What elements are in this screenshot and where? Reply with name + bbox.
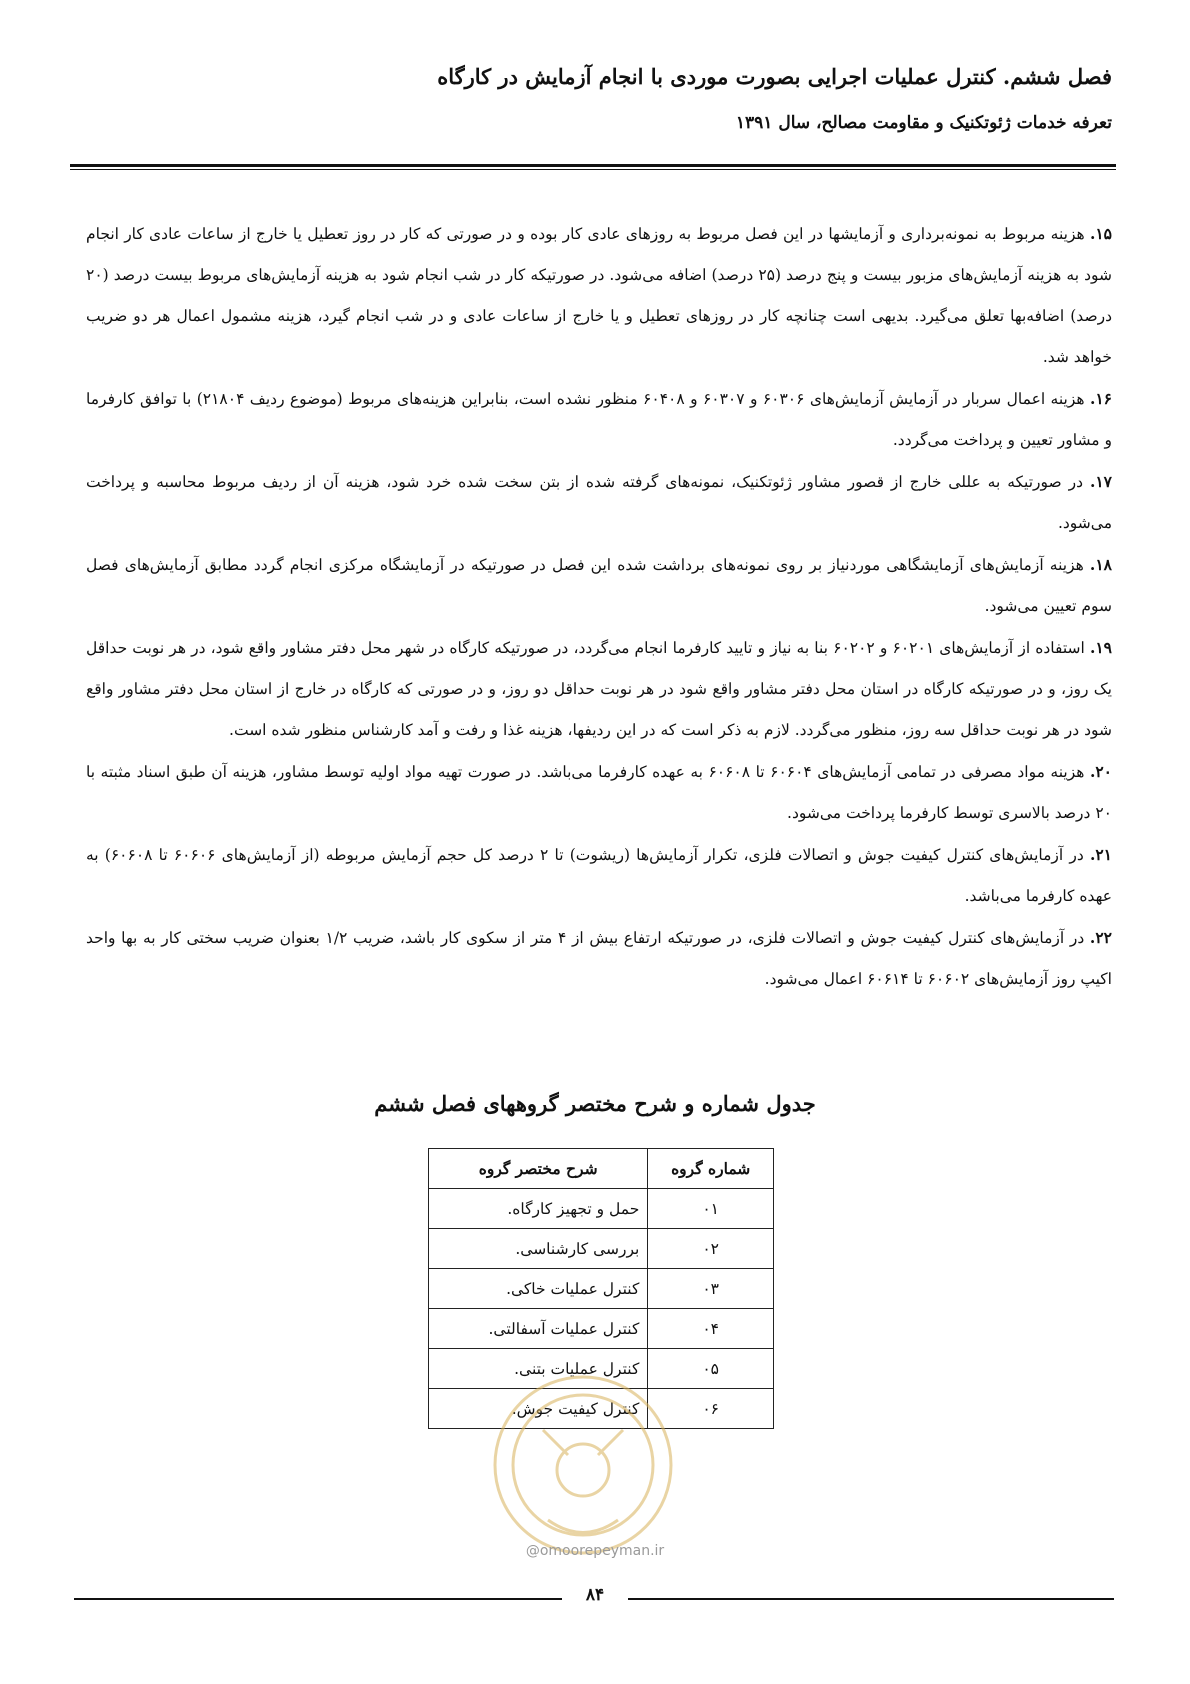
group-number: ۰۱: [648, 1189, 774, 1229]
table-row: [429, 1269, 774, 1309]
note-text: هزینه آزمایش‌های آزمایشگاهی موردنیاز بر روی نمونه‌های برداشت شده این فصل در صورتیکه در آزمایشگاه مرکزی انجام گردد مطابق آزمایش‌های فصل سوم تعیین می‌شود.: [86, 556, 1112, 615]
column-header-number: شماره گروه: [648, 1149, 774, 1189]
note-paragraph: [86, 378, 1112, 461]
group-number: ۰۴: [648, 1309, 774, 1349]
table-row: [429, 1229, 774, 1269]
group-description: کنترل عملیات خاکی.: [429, 1269, 648, 1309]
note-text: هزینه اعمال سربار در آزمایش آزمایش‌های ۶۰۳۰۶ و ۶۰۳۰۷ و ۶۰۴۰۸ منظور نشده است، بنابراین هزینه‌های مربوط (موضوع ردیف ۲۱۸۰۴) با توافق کارفرما و مشاور تعیین و پرداخت می‌گردد.: [86, 390, 1112, 449]
column-header-description: شرح مختصر گروه: [429, 1149, 648, 1189]
note-number: ۲۲.: [1089, 928, 1112, 947]
table-header-row: [429, 1149, 774, 1189]
note-text: در آزمایش‌های کنترل کیفیت جوش و اتصالات فلزی، تکرار آزمایش‌ها (ریشوت) تا ۲ درصد کل حجم آزمایش مربوطه (از آزمایش‌های ۶۰۶۰۶ تا ۶۰۶۰۸) به عهده کارفرما می‌باشد.: [86, 846, 1112, 905]
note-number: ۲۱.: [1089, 845, 1112, 864]
group-description: حمل و تجهیز کارگاه.: [429, 1189, 648, 1229]
document-subtitle: تعرفه خدمات ژئوتکنیک و مقاومت مصالح، سال ۱۳۹۱: [735, 113, 1112, 133]
group-number: ۰۲: [648, 1229, 774, 1269]
group-description: کنترل عملیات بتنی.: [429, 1349, 648, 1389]
note-number: ۱۷.: [1089, 472, 1112, 491]
note-paragraph: [86, 627, 1112, 751]
note-text: هزینه مربوط به نمونه‌برداری و آزمایشها در این فصل مربوط به روزهای عادی کار بوده و در صورتی که کار در روز تعطیل یا خارج از ساعات عادی کار انجام شود به هزینه آزمایش‌های مزبور بیست و پنج درصد (۲۵ درصد) اضافه می‌شود. در صورتیکه کار در شب انجام شود به هزینه آزمایش‌های مربوط بیست درصد (۲۰ درصد) اضافه‌بها تعلق می‌گیرد. بدیهی است چنانچه کار در روزهای تعطیل و یا خارج از ساعات عادی و در شب انجام گیرد، هزینه مشمول اعمال هر دو ضریب خواهد شد.: [86, 225, 1112, 366]
note-text: در آزمایش‌های کنترل کیفیت جوش و اتصالات فلزی، در صورتیکه ارتفاع بیش از ۴ متر از سکوی کار باشد، ضریب ۱/۲ بعنوان ضریب سختی کار به بها واحد اکیپ روز آزمایش‌های ۶۰۶۰۲ تا ۶۰۶۱۴ اعمال می‌شود.: [86, 929, 1112, 988]
footer-divider-left: [74, 1598, 562, 1600]
note-text: هزینه مواد مصرفی در تمامی آزمایش‌های ۶۰۶۰۴ تا ۶۰۶۰۸ به عهده کارفرما می‌باشد. در صورت تهیه مواد اولیه توسط مشاور، هزینه آن طبق اسناد مثبته با ۲۰ درصد بالاسری توسط کارفرما پرداخت می‌شود.: [86, 763, 1112, 822]
note-number: ۲۰.: [1089, 762, 1112, 781]
note-text: در صورتیکه به عللی خارج از قصور مشاور ژئوتکنیک، نمونه‌های گرفته شده از بتن سخت شده خرد شود، هزینه آن از ردیف مربوط محاسبه و پرداخت می‌شود.: [86, 473, 1112, 532]
note-paragraph: [86, 213, 1112, 378]
table-title: جدول شماره و شرح مختصر گروههای فصل ششم: [374, 1091, 816, 1116]
group-number: ۰۶: [648, 1389, 774, 1429]
group-description: کنترل عملیات آسفالتی.: [429, 1309, 648, 1349]
group-description: بررسی کارشناسی.: [429, 1229, 648, 1269]
group-description: کنترل کیفیت جوش.: [429, 1389, 648, 1429]
note-text: استفاده از آزمایش‌های ۶۰۲۰۱ و ۶۰۲۰۲ بنا به نیاز و تایید کارفرما انجام می‌گردد، در صورتیکه کارگاه در شهر محل دفتر مشاور واقع شود، در هر نوبت حداقل یک روز، و در صورتیکه کارگاه در استان محل دفتر مشاور واقع شود در هر نوبت حداقل دو روز، و در صورتی که کارگاه در خارج از استان محل دفتر مشاور واقع شود در هر نوبت حداقل سه روز، منظور می‌گردد. لازم به ذکر است که در این ردیفها، هزینه غذا و رفت و آمد کارشناس منظور شده است.: [86, 639, 1112, 739]
note-paragraph: [86, 544, 1112, 627]
note-paragraph: [86, 461, 1112, 544]
notes-section: [86, 213, 1112, 1000]
table-row: [429, 1309, 774, 1349]
header-divider: [70, 164, 1116, 170]
note-number: ۱۹.: [1089, 638, 1113, 657]
note-paragraph: [86, 834, 1112, 917]
page-number: ۸۴: [585, 1585, 605, 1605]
note-number: ۱۶.: [1089, 389, 1112, 408]
group-number: ۰۵: [648, 1349, 774, 1389]
watermark-site: @omoorepeyman.ir: [525, 1543, 665, 1559]
table-row: [429, 1189, 774, 1229]
note-number: ۱۵.: [1089, 224, 1112, 243]
note-paragraph: [86, 751, 1112, 834]
note-paragraph: [86, 917, 1112, 1000]
footer-divider-right: [628, 1598, 1114, 1600]
note-number: ۱۸.: [1089, 555, 1112, 574]
group-number: ۰۳: [648, 1269, 774, 1309]
watermark-seal-icon: [488, 1370, 678, 1560]
chapter-title: فصل ششم. کنترل عملیات اجرایی بصورت موردی با انجام آزمایش در کارگاه: [437, 64, 1112, 89]
